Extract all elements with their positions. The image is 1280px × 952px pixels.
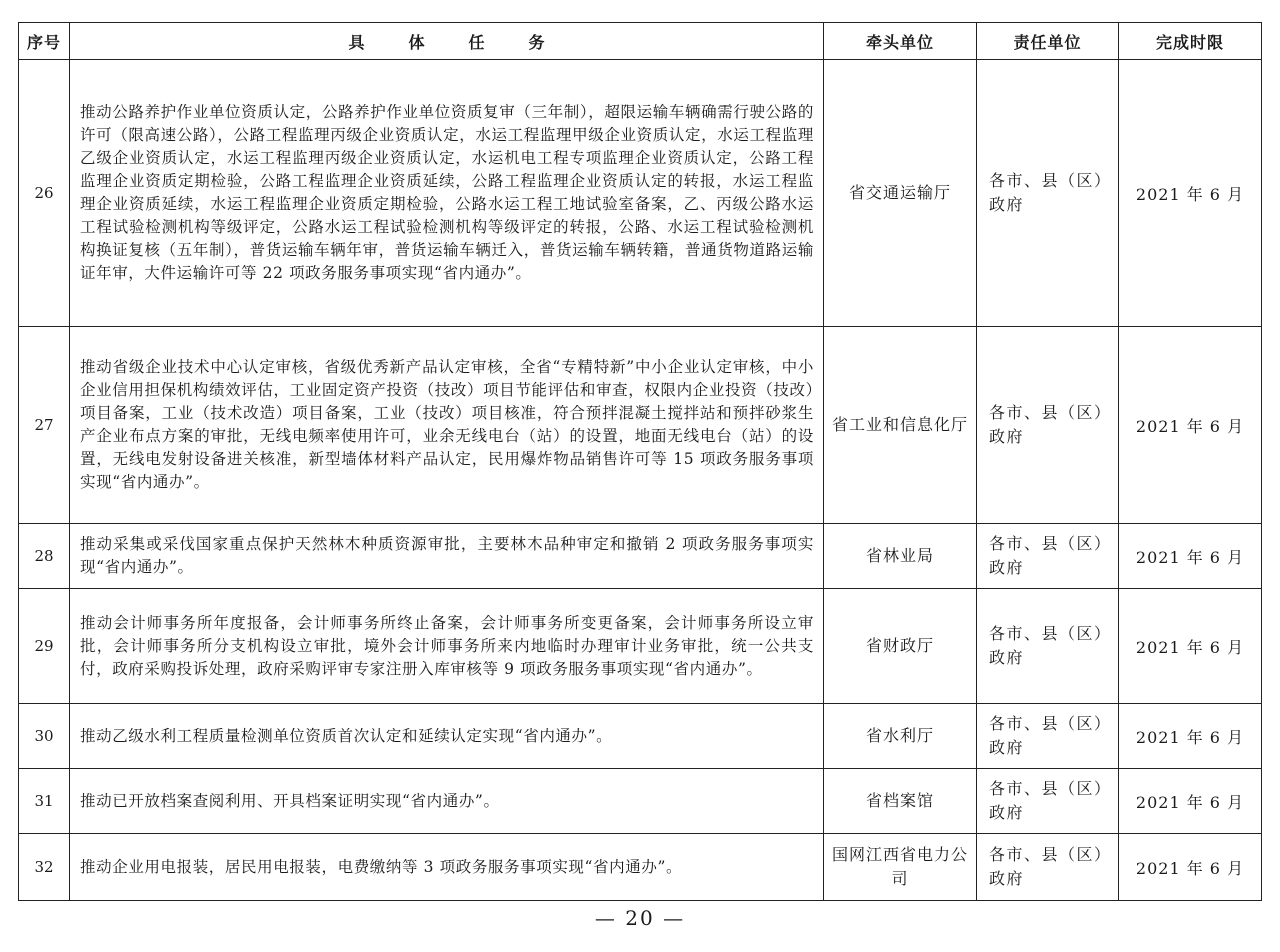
row-lead: 省水利厅	[824, 704, 977, 769]
row-resp: 各市、县（区）政府	[977, 589, 1119, 704]
row-resp: 各市、县（区）政府	[977, 834, 1119, 901]
row-task: 推动企业用电报装，居民用电报装，电费缴纳等 3 项政务服务事项实现“省内通办”。	[70, 834, 824, 901]
row-task: 推动公路养护作业单位资质认定，公路养护作业单位资质复审（三年制），超限运输车辆确需行驶公路的许可（限高速公路），公路工程监理丙级企业资质认定，水运工程监理甲级企业资质认定，水运工程监理乙级企业资质认定，水运工程监理丙级企业资质认定，水运机电工程专项监理企业资质认定，公路工程监理企业资质定期检验，公路工程监理企业资质延续，公路工程监理企业资质认定的转报，水运工程监理企业资质延续，水运工程监理企业资质定期检验，公路水运工程工地试验室备案，乙、丙级公路水运工程试验检测机构等级评定，公路水运工程试验检测机构等级评定的转报，公路、水运工程试验检测机构换证复核（五年制），普货运输车辆年审，普货运输车辆迁入，普货运输车辆转籍，普通货物道路运输证年审，大件运输许可等 22 项政务服务事项实现“省内通办”。	[70, 60, 824, 327]
row-date: 2021 年 6 月	[1119, 60, 1262, 327]
row-task: 推动省级企业技术中心认定审核，省级优秀新产品认定审核，全省“专精特新”中小企业认定审核，中小企业信用担保机构绩效评估，工业固定资产投资（技改）项目节能评估和审查，权限内企业投资（技改）项目备案，工业（技术改造）项目备案，工业（技改）项目核准，符合预拌混凝土搅拌站和预拌砂浆生产企业布点方案的审批，无线电频率使用许可，业余无线电台（站）的设置，地面无线电台（站）的设置，无线电发射设备进关核准，新型墙体材料产品认定，民用爆炸物品销售许可等 15 项政务服务事项实现“省内通办”。	[70, 327, 824, 524]
row-seq: 28	[19, 524, 70, 589]
row-resp: 各市、县（区）政府	[977, 524, 1119, 589]
row-resp: 各市、县（区）政府	[977, 769, 1119, 834]
table-row	[19, 327, 1262, 524]
table-header-row	[19, 23, 1262, 60]
row-seq: 31	[19, 769, 70, 834]
row-lead: 省交通运输厅	[824, 60, 977, 327]
row-task: 推动会计师事务所年度报备，会计师事务所终止备案，会计师事务所变更备案，会计师事务所设立审批，会计师事务所分支机构设立审批，境外会计师事务所来内地临时办理审计业务审批，统一公共支付，政府采购投诉处理，政府采购评审专家注册入库审核等 9 项政务服务事项实现“省内通办”。	[70, 589, 824, 704]
row-date: 2021 年 6 月	[1119, 589, 1262, 704]
header-task-label: 具体任务	[348, 32, 589, 52]
row-seq: 26	[19, 60, 70, 327]
row-lead: 国网江西省电力公司	[824, 834, 977, 901]
row-task: 推动乙级水利工程质量检测单位资质首次认定和延续认定实现“省内通办”。	[70, 704, 824, 769]
header-resp: 责任单位	[977, 23, 1119, 60]
table-row	[19, 704, 1262, 769]
header-lead: 牵头单位	[824, 23, 977, 60]
table-row	[19, 834, 1262, 901]
header-task	[70, 23, 824, 60]
row-resp: 各市、县（区）政府	[977, 327, 1119, 524]
row-task: 推动已开放档案查阅利用、开具档案证明实现“省内通办”。	[70, 769, 824, 834]
row-date: 2021 年 6 月	[1119, 834, 1262, 901]
task-table	[18, 22, 1262, 901]
table-row	[19, 60, 1262, 327]
row-date: 2021 年 6 月	[1119, 524, 1262, 589]
header-seq: 序号	[19, 23, 70, 60]
row-date: 2021 年 6 月	[1119, 327, 1262, 524]
row-resp: 各市、县（区）政府	[977, 704, 1119, 769]
row-resp: 各市、县（区）政府	[977, 60, 1119, 327]
row-seq: 29	[19, 589, 70, 704]
row-task: 推动采集或采伐国家重点保护天然林木种质资源审批，主要林木品种审定和撤销 2 项政务服务事项实现“省内通办”。	[70, 524, 824, 589]
table-row	[19, 769, 1262, 834]
row-date: 2021 年 6 月	[1119, 704, 1262, 769]
row-seq: 27	[19, 327, 70, 524]
row-seq: 32	[19, 834, 70, 901]
row-seq: 30	[19, 704, 70, 769]
document-page	[18, 22, 1261, 901]
table-row	[19, 524, 1262, 589]
row-lead: 省工业和信息化厅	[824, 327, 977, 524]
row-lead: 省林业局	[824, 524, 977, 589]
row-lead: 省档案馆	[824, 769, 977, 834]
header-date: 完成时限	[1119, 23, 1262, 60]
page-number: — 20 —	[594, 906, 686, 930]
row-date: 2021 年 6 月	[1119, 769, 1262, 834]
table-row	[19, 589, 1262, 704]
row-lead: 省财政厅	[824, 589, 977, 704]
